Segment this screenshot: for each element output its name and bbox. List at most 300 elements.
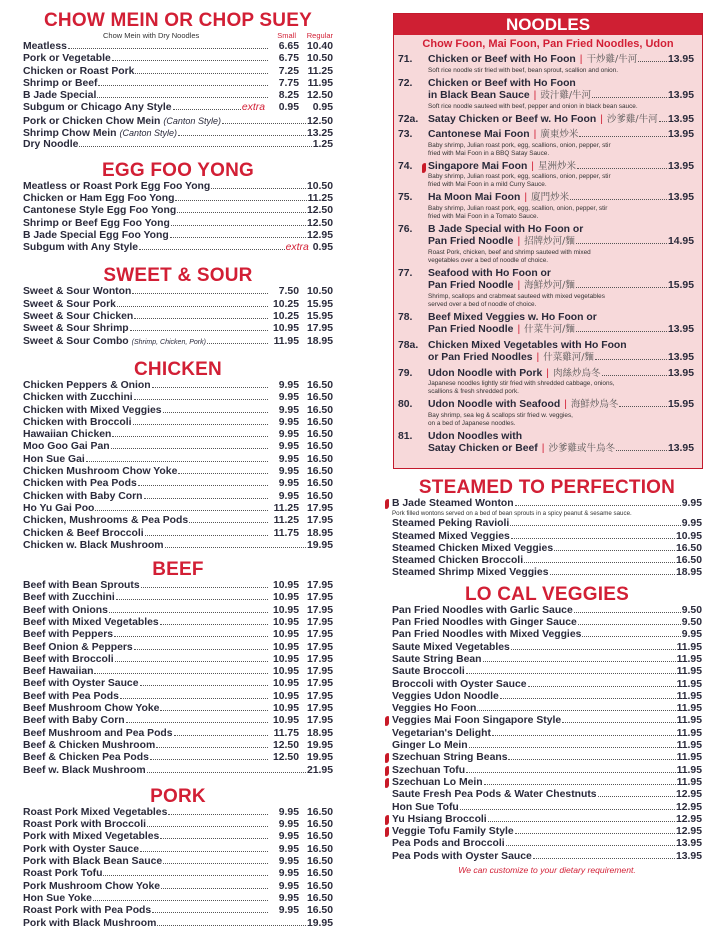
menu-item[interactable] [23, 392, 333, 404]
item-name: Chicken or Ham Egg Foo Yong [23, 192, 175, 204]
price: 13.95 [667, 113, 694, 125]
menu-item[interactable] [23, 740, 333, 752]
item-number: 73. [398, 129, 413, 140]
menu-item[interactable] [392, 789, 702, 801]
item-name: Beef with Peppers [23, 629, 114, 641]
price-small: 10.25 [272, 298, 299, 310]
menu-item[interactable] [23, 90, 333, 102]
menu-item[interactable] [23, 478, 333, 490]
dot-leader [133, 417, 268, 425]
menu-item[interactable] [23, 592, 333, 604]
price-small: 9.95 [278, 880, 299, 892]
item-name: Saute Mixed Vegetables [392, 641, 510, 653]
dot-leader [93, 893, 268, 901]
menu-item[interactable] [23, 856, 333, 868]
price: 9.95 [681, 498, 702, 509]
noodles-list [394, 54, 702, 456]
dot-leader [160, 617, 268, 625]
egg-foo-yong-list [23, 181, 333, 255]
menu-item[interactable] [23, 629, 333, 641]
dot-leader [98, 78, 268, 86]
lo-cal-list [392, 605, 702, 863]
menu-item[interactable] [23, 765, 333, 777]
menu-item[interactable] [23, 605, 333, 617]
menu-item[interactable] [392, 679, 702, 691]
price-regular: 17.95 [306, 678, 333, 690]
menu-item[interactable] [23, 405, 333, 417]
price: 13.95 [667, 192, 694, 203]
menu-item[interactable] [392, 518, 702, 530]
menu-item[interactable] [23, 831, 333, 843]
menu-item[interactable] [392, 642, 702, 654]
menu-item[interactable] [23, 323, 333, 335]
item-name: Roast Pork Tofu [23, 868, 103, 880]
item-number: 78a. [398, 339, 419, 351]
noodle-item[interactable] [394, 368, 702, 397]
item-name: Saute String Bean [392, 653, 482, 665]
dot-leader [602, 368, 667, 376]
noodle-item[interactable] [394, 192, 702, 221]
price-regular: 16.50 [306, 892, 333, 904]
item-name: Pork with Black Mushroom [23, 917, 157, 929]
item-name: Satay Chicken or Beef [428, 443, 538, 454]
dot-leader [515, 498, 681, 506]
menu-item[interactable] [23, 102, 333, 114]
menu-item[interactable] [392, 605, 702, 617]
price-small: 9.95 [278, 868, 299, 880]
menu-item[interactable] [392, 567, 702, 579]
menu-item[interactable] [23, 205, 333, 217]
price: 12.50 [306, 115, 333, 127]
dot-leader [144, 491, 268, 499]
menu-item[interactable] [392, 629, 702, 641]
menu-item[interactable] [23, 807, 333, 819]
menu-item[interactable] [392, 851, 702, 863]
sweet-sour-list [23, 286, 333, 347]
menu-item[interactable] [23, 193, 333, 205]
dot-leader [592, 90, 667, 98]
dot-leader [533, 851, 675, 859]
item-name: Moo Goo Gai Pan [23, 441, 110, 453]
menu-item[interactable] [23, 580, 333, 592]
item-name-line [428, 236, 694, 249]
item-name: Pan Fried Noodles with Mixed Veggies [392, 629, 582, 641]
chow-mein-subtitle: Chow Mein with Dry Noodles [103, 31, 200, 40]
menu-item[interactable] [23, 441, 333, 453]
item-name-line [428, 129, 694, 142]
item-name: Satay Chicken or Beef w. Ho Foon [428, 113, 597, 125]
menu-item[interactable] [392, 703, 702, 715]
dot-leader [145, 528, 268, 536]
noodle-item[interactable] [394, 129, 702, 158]
item-name: Steamed Peking Ravioli [392, 518, 510, 530]
menu-item[interactable] [23, 417, 333, 429]
noodle-item[interactable] [394, 399, 702, 428]
price-small: 9.95 [278, 453, 299, 465]
item-name: Steamed Chicken Mixed Veggies [392, 542, 554, 554]
item-name: Cantonese Style Egg Foo Yong [23, 205, 177, 217]
item-name: Sweet & Sour Wonton [23, 286, 132, 298]
extra-label: extra [285, 242, 309, 254]
dot-leader [160, 831, 268, 839]
price: 10.95 [675, 530, 702, 542]
price-small: 10.95 [272, 580, 299, 592]
menu-item[interactable] [23, 454, 333, 466]
menu-item[interactable] [392, 531, 702, 543]
item-name: Beef Onion & Peppers [23, 641, 133, 653]
menu-item[interactable] [23, 53, 333, 65]
section-title-egg-foo-yong: EGG FOO YONG [102, 159, 254, 181]
menu-item[interactable] [23, 230, 333, 242]
price-regular: 16.50 [306, 868, 333, 880]
item-name: Beef with Broccoli [23, 653, 114, 665]
item-name: Udon Noodle with Pork [428, 367, 543, 379]
chili-pepper-icon [385, 753, 389, 763]
price-regular: 16.50 [306, 441, 333, 453]
menu-item[interactable] [23, 868, 333, 880]
noodle-item[interactable] [394, 161, 702, 190]
dot-leader [177, 205, 306, 213]
menu-item[interactable] [392, 826, 702, 838]
menu-item[interactable] [23, 380, 333, 392]
item-number: 75. [398, 192, 413, 203]
item-name: B Jade Special Egg Foo Yong [23, 229, 169, 241]
noodle-item[interactable] [394, 340, 702, 365]
item-name-line [428, 268, 694, 281]
price-regular: 16.50 [306, 905, 333, 917]
item-name: Chicken or Roast Pork [23, 65, 135, 77]
item-name: Steamed Shrimp Mixed Veggies [392, 567, 549, 579]
item-name: Saute Broccoli [392, 666, 465, 678]
menu-item[interactable] [23, 905, 333, 917]
price-small: 10.95 [272, 690, 299, 702]
item-name: Subgum or Chicago Any Style [23, 102, 172, 114]
price: 13.95 [667, 352, 694, 363]
item-name: Chicken w. Black Mushroom [23, 539, 164, 551]
dot-leader [510, 518, 681, 526]
price: 9.50 [681, 604, 702, 616]
chili-pepper-icon [422, 163, 426, 173]
price: 9.50 [681, 617, 702, 629]
menu-item[interactable] [392, 654, 702, 666]
price: 9.95 [681, 629, 702, 641]
menu-item[interactable] [23, 703, 333, 715]
item-name-line [428, 114, 694, 127]
price: 12.95 [675, 789, 702, 801]
price: 11.95 [676, 690, 702, 702]
menu-item[interactable] [23, 503, 333, 515]
item-name: Sweet & Sour Combo [23, 335, 129, 347]
dot-leader [492, 728, 676, 736]
right-lower-column [392, 478, 702, 875]
menu-item[interactable] [23, 515, 333, 527]
price-small: 8.25 [278, 90, 299, 102]
separator: | [517, 280, 521, 291]
item-name: Singapore Mai Foon [428, 160, 528, 172]
price-regular: 0.95 [312, 102, 333, 114]
menu-item[interactable] [23, 491, 333, 503]
noodle-item[interactable] [394, 431, 702, 456]
noodle-item[interactable] [394, 312, 702, 337]
price: 13.95 [667, 160, 694, 172]
price: 12.50 [306, 217, 333, 229]
chinese-name: 廣東炒米 [540, 129, 579, 140]
chili-pepper-icon [385, 827, 389, 837]
menu-item[interactable] [23, 78, 333, 90]
menu-item[interactable] [23, 466, 333, 478]
menu-item[interactable] [392, 814, 702, 826]
chili-pepper-icon [385, 778, 389, 788]
menu-item[interactable] [392, 543, 702, 555]
dot-leader [511, 642, 676, 650]
noodles-subtitle: Chow Foon, Mai Foon, Pan Fried Noodles, Udon [422, 38, 674, 50]
item-name-line [428, 399, 694, 412]
menu-item[interactable] [23, 286, 333, 298]
separator: | [533, 90, 537, 101]
menu-item[interactable] [392, 666, 702, 678]
chili-pepper-icon [385, 766, 389, 776]
item-description: Baby shrimp, Julian roast pork, egg, scallion, onion, pepper, stir [428, 204, 608, 212]
price-small: 9.95 [278, 831, 299, 843]
price: 15.95 [667, 399, 694, 410]
dot-leader [150, 752, 268, 760]
separator: | [524, 192, 528, 203]
item-name: Veggies Udon Noodle [392, 690, 499, 702]
menu-item[interactable] [23, 844, 333, 856]
menu-item[interactable] [23, 752, 333, 764]
price-regular: 19.95 [306, 752, 333, 764]
item-name: Chicken or Beef with Ho Foon [428, 54, 576, 65]
price-regular: 17.95 [306, 616, 333, 628]
price-small: 9.95 [278, 478, 299, 490]
price-small: 10.95 [272, 666, 299, 678]
item-name: Pan Fried Noodles with Ginger Sauce [392, 617, 577, 629]
item-name: Chicken Peppers & Onion [23, 379, 151, 391]
menu-item[interactable] [23, 528, 333, 540]
menu-item[interactable] [23, 540, 333, 552]
item-name: Chicken with Zucchini [23, 392, 133, 404]
noodle-item[interactable] [394, 54, 702, 75]
price: 12.95 [306, 229, 333, 241]
price: 9.95 [681, 518, 702, 530]
menu-item[interactable] [23, 181, 333, 193]
item-name: Ha Moon Mai Foon [428, 192, 521, 203]
dot-leader [222, 116, 306, 124]
menu-item[interactable] [23, 311, 333, 323]
price: 18.95 [675, 567, 702, 579]
dot-leader [616, 443, 667, 451]
item-name: Chicken, Mushrooms & Pea Pods [23, 515, 189, 527]
item-number: 79. [398, 367, 413, 379]
menu-item[interactable] [23, 666, 333, 678]
menu-item[interactable] [23, 728, 333, 740]
menu-item[interactable] [23, 218, 333, 230]
item-note: (Shrimp, Chicken, Pork) [131, 338, 206, 346]
separator: | [533, 129, 537, 140]
price: 21.95 [306, 764, 333, 776]
menu-item[interactable] [23, 642, 333, 654]
item-name: Pork or Chicken Chow Mein [23, 115, 161, 127]
footer-note: We can customize to your dietary requirement. [458, 865, 636, 876]
price-regular: 18.95 [306, 335, 333, 347]
dot-leader [139, 242, 285, 250]
menu-item[interactable] [392, 617, 702, 629]
col-regular-label: Regular [306, 31, 333, 40]
dot-leader [554, 543, 675, 551]
price-regular: 16.50 [306, 466, 333, 478]
menu-item[interactable] [23, 41, 333, 53]
price-small: 7.50 [278, 286, 299, 298]
chinese-name: 廈門炒米 [531, 192, 570, 203]
chinese-name: 海鮮炒烏冬 [570, 399, 619, 410]
menu-item[interactable] [23, 715, 333, 727]
chinese-name: 招牌炒河/麵 [524, 236, 575, 247]
price-small: 9.95 [278, 806, 299, 818]
menu-item[interactable] [392, 740, 702, 752]
dot-leader [524, 555, 675, 563]
price: 16.50 [675, 555, 702, 567]
menu-item[interactable] [392, 498, 702, 510]
menu-item[interactable] [23, 819, 333, 831]
menu-item[interactable] [23, 299, 333, 311]
menu-item[interactable] [23, 691, 333, 703]
menu-item[interactable] [392, 802, 702, 814]
item-description: Soft rice noodle sauteed with beef, pepper and onion in black bean sauce. [428, 102, 638, 110]
item-name: Steamed Mixed Veggies [392, 530, 510, 542]
item-description: Soft rice noodle stir fried with beef, bean sprout, scallion and onion. [428, 66, 619, 74]
separator: | [600, 113, 603, 125]
price-small: 9.95 [278, 441, 299, 453]
menu-item[interactable] [23, 115, 333, 127]
item-description: fried with Mai Foon in a mild Curry Sauce. [428, 181, 547, 188]
item-name: or Pan Fried Noodles [428, 352, 533, 363]
dot-leader [170, 230, 306, 238]
item-number: 72a. [398, 113, 419, 125]
price-small: 0.95 [278, 102, 299, 114]
price-small: 7.75 [278, 77, 299, 89]
col-small-label: Small [277, 31, 296, 40]
menu-item[interactable] [392, 555, 702, 567]
price-small: 9.95 [278, 404, 299, 416]
menu-item[interactable] [23, 336, 333, 348]
price: 11.95 [676, 641, 702, 653]
menu-item[interactable] [392, 752, 702, 764]
menu-item[interactable] [23, 678, 333, 690]
item-name: Beef with Oyster Sauce [23, 678, 139, 690]
dot-leader [135, 66, 268, 74]
dot-leader [500, 691, 676, 699]
menu-item[interactable] [23, 242, 333, 254]
item-name: Beef w. Black Mushroom [23, 764, 146, 776]
price-small: 10.95 [272, 592, 299, 604]
menu-item[interactable] [392, 728, 702, 740]
item-number: 80. [398, 399, 413, 410]
menu-item[interactable] [23, 139, 333, 151]
noodle-item[interactable] [394, 114, 702, 127]
menu-item[interactable] [392, 765, 702, 777]
price-small: 12.50 [272, 752, 299, 764]
dot-leader [94, 666, 268, 674]
price-small: 11.25 [273, 515, 299, 527]
section-title-noodles: NOODLES [394, 14, 702, 35]
menu-item[interactable] [23, 429, 333, 441]
price-regular: 17.95 [306, 703, 333, 715]
item-name: Chicken Mushroom Chow Yoke [23, 466, 178, 478]
price: 14.95 [667, 236, 694, 247]
price-regular: 16.50 [306, 392, 333, 404]
chili-pepper-icon [385, 716, 389, 726]
dot-leader [550, 567, 675, 575]
section-title-chow-mein: CHOW MEIN OR CHOP SUEY [44, 10, 312, 31]
menu-item[interactable] [23, 893, 333, 905]
menu-item[interactable] [392, 777, 702, 789]
menu-item[interactable] [23, 918, 333, 930]
noodle-item[interactable] [394, 224, 702, 265]
price-small: 6.65 [278, 41, 299, 52]
price: 11.95 [676, 764, 702, 776]
item-name-line [428, 312, 694, 325]
price-small: 11.25 [273, 502, 299, 514]
item-name: Beef Hawaiian [23, 666, 94, 678]
dot-leader [576, 280, 667, 288]
dot-leader [134, 642, 268, 650]
menu-item[interactable] [392, 691, 702, 703]
price-small: 10.95 [272, 678, 299, 690]
menu-item[interactable] [23, 66, 333, 78]
dot-leader [134, 392, 268, 400]
dot-leader [147, 819, 268, 827]
price: 19.95 [306, 539, 333, 551]
price: 11.95 [676, 752, 702, 764]
menu-item[interactable] [23, 654, 333, 666]
price-small: 9.95 [278, 892, 299, 904]
menu-item[interactable] [23, 617, 333, 629]
price-small: 9.95 [278, 416, 299, 428]
price-regular: 15.95 [306, 311, 333, 323]
section-title-chicken: CHICKEN [134, 358, 222, 380]
dot-leader [126, 715, 268, 723]
item-name: Beef with Zucchini [23, 592, 115, 604]
item-name: Pan Fried Noodle [428, 280, 514, 291]
item-name-line [428, 352, 694, 365]
item-name: Meatless [23, 41, 67, 52]
menu-item[interactable] [392, 838, 702, 850]
chili-pepper-icon [385, 499, 389, 509]
dot-leader [511, 531, 675, 539]
noodle-item[interactable] [394, 78, 702, 111]
price-small: 10.25 [272, 311, 299, 323]
dot-leader [120, 691, 268, 699]
price-regular: 10.50 [306, 286, 333, 298]
price-small: 10.95 [272, 629, 299, 641]
item-name-line [428, 340, 694, 353]
menu-item[interactable] [23, 881, 333, 893]
item-name-line [428, 431, 694, 444]
price: 12.95 [675, 801, 702, 813]
price: 13.95 [667, 129, 694, 140]
price: 13.95 [675, 838, 702, 850]
separator: | [579, 54, 583, 65]
menu-item[interactable] [392, 715, 702, 727]
noodle-item[interactable] [394, 268, 702, 309]
item-description: Bay shrimp, sea leg & scallops stir fried w. veggies, [428, 411, 573, 419]
menu-item[interactable] [23, 127, 333, 139]
item-name: in Black Bean Sauce [428, 90, 530, 101]
item-name: Beef & Chicken Mushroom [23, 739, 156, 751]
price-regular: 10.50 [306, 53, 333, 65]
item-name: Pork Mushroom Chow Yoke [23, 880, 161, 892]
dot-leader [156, 740, 268, 748]
